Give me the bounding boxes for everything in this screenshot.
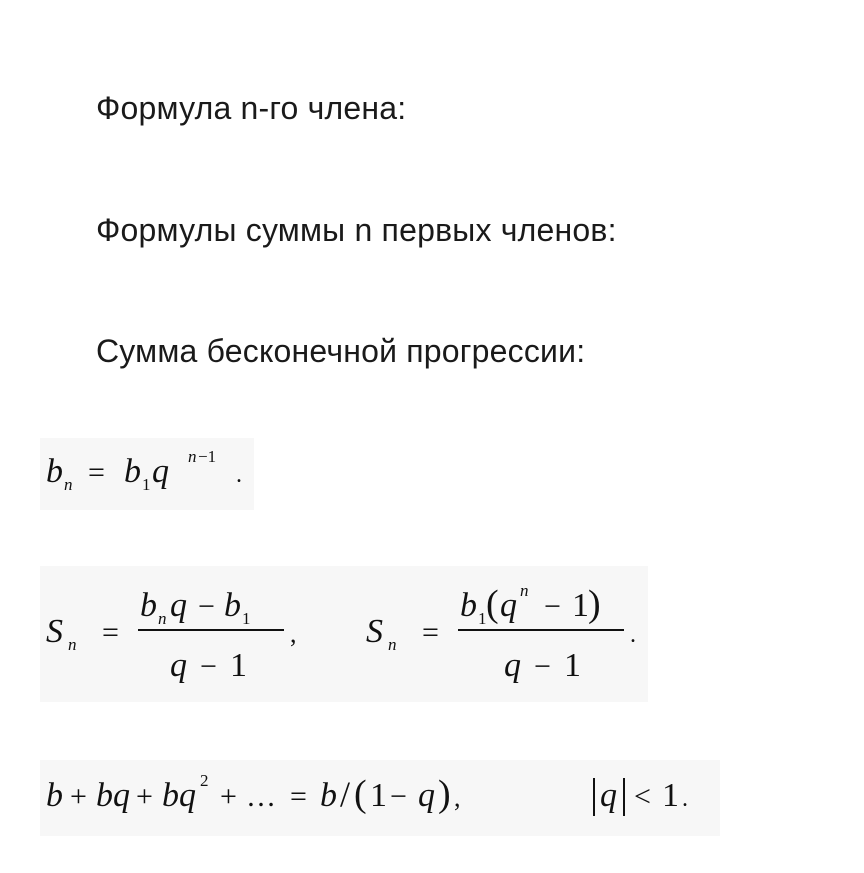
svg-text:1: 1 <box>572 587 589 624</box>
svg-text:1: 1 <box>230 647 247 684</box>
svg-text:q: q <box>170 647 187 684</box>
svg-text:(: ( <box>354 773 367 815</box>
svg-text:b: b <box>124 453 141 490</box>
svg-text:−: − <box>544 590 561 623</box>
svg-text:<: < <box>634 780 651 813</box>
svg-text:): ) <box>438 773 451 815</box>
svg-text:S: S <box>46 613 63 650</box>
svg-text:=: = <box>88 456 105 489</box>
svg-text:+: + <box>136 780 153 813</box>
svg-text:b: b <box>46 777 63 814</box>
svg-text:=: = <box>422 616 439 649</box>
formula-nth-term <box>40 438 254 510</box>
svg-text:=: = <box>290 780 307 813</box>
svg-text:1: 1 <box>142 475 151 494</box>
svg-text:q: q <box>152 453 169 490</box>
label-sum-n-terms-formulas: Формулы суммы n первых членов: <box>96 212 617 248</box>
formula-sum-n-terms <box>40 566 648 702</box>
svg-text:−: − <box>390 780 407 813</box>
svg-text:b: b <box>460 587 477 624</box>
svg-text:1: 1 <box>564 647 581 684</box>
svg-text:…: … <box>246 780 276 813</box>
svg-text:n: n <box>188 447 197 466</box>
svg-text:n: n <box>388 635 397 654</box>
svg-text:/: / <box>340 774 351 814</box>
svg-text:n: n <box>68 635 77 654</box>
formula-nth-term-image <box>40 438 254 510</box>
svg-text:S: S <box>366 613 383 650</box>
label-infinite-progression-sum: Сумма бесконечной прогрессии: <box>96 333 586 369</box>
svg-text:−1: −1 <box>198 447 217 466</box>
svg-text:+: + <box>70 780 87 813</box>
svg-text:): ) <box>588 583 601 625</box>
svg-text:=: = <box>102 616 119 649</box>
svg-text:n: n <box>158 609 167 628</box>
svg-text:bq: bq <box>96 777 130 814</box>
svg-text:n: n <box>520 581 529 600</box>
svg-text:1: 1 <box>242 609 251 628</box>
formula-infinite-sum-image <box>40 760 720 836</box>
svg-text:(: ( <box>486 583 499 625</box>
svg-text:q: q <box>418 777 435 814</box>
svg-text:bq: bq <box>162 777 196 814</box>
svg-text:q: q <box>504 647 521 684</box>
svg-text:1: 1 <box>662 777 679 814</box>
svg-text:q: q <box>500 587 517 624</box>
label-nth-term-formula: Формула n-го члена: <box>96 90 407 126</box>
svg-text:−: − <box>200 650 217 683</box>
svg-text:b: b <box>320 777 337 814</box>
svg-text:1: 1 <box>478 609 487 628</box>
svg-text:−: − <box>534 650 551 683</box>
svg-text:b: b <box>140 587 157 624</box>
svg-text:.: . <box>630 622 636 648</box>
svg-text:b: b <box>46 453 63 490</box>
svg-text:−: − <box>198 590 215 623</box>
svg-text:q: q <box>170 587 187 624</box>
svg-text:+: + <box>220 780 237 813</box>
svg-text:b: b <box>224 587 241 624</box>
svg-text:,: , <box>454 783 461 812</box>
svg-text:1: 1 <box>370 777 387 814</box>
svg-text:,: , <box>290 619 297 648</box>
svg-text:q: q <box>600 777 617 814</box>
svg-text:n: n <box>64 475 73 494</box>
formula-infinite-sum <box>40 760 720 836</box>
formula-sum-n-terms-image <box>40 566 648 702</box>
svg-text:.: . <box>236 462 242 488</box>
svg-text:2: 2 <box>200 771 209 790</box>
svg-text:.: . <box>682 786 688 812</box>
